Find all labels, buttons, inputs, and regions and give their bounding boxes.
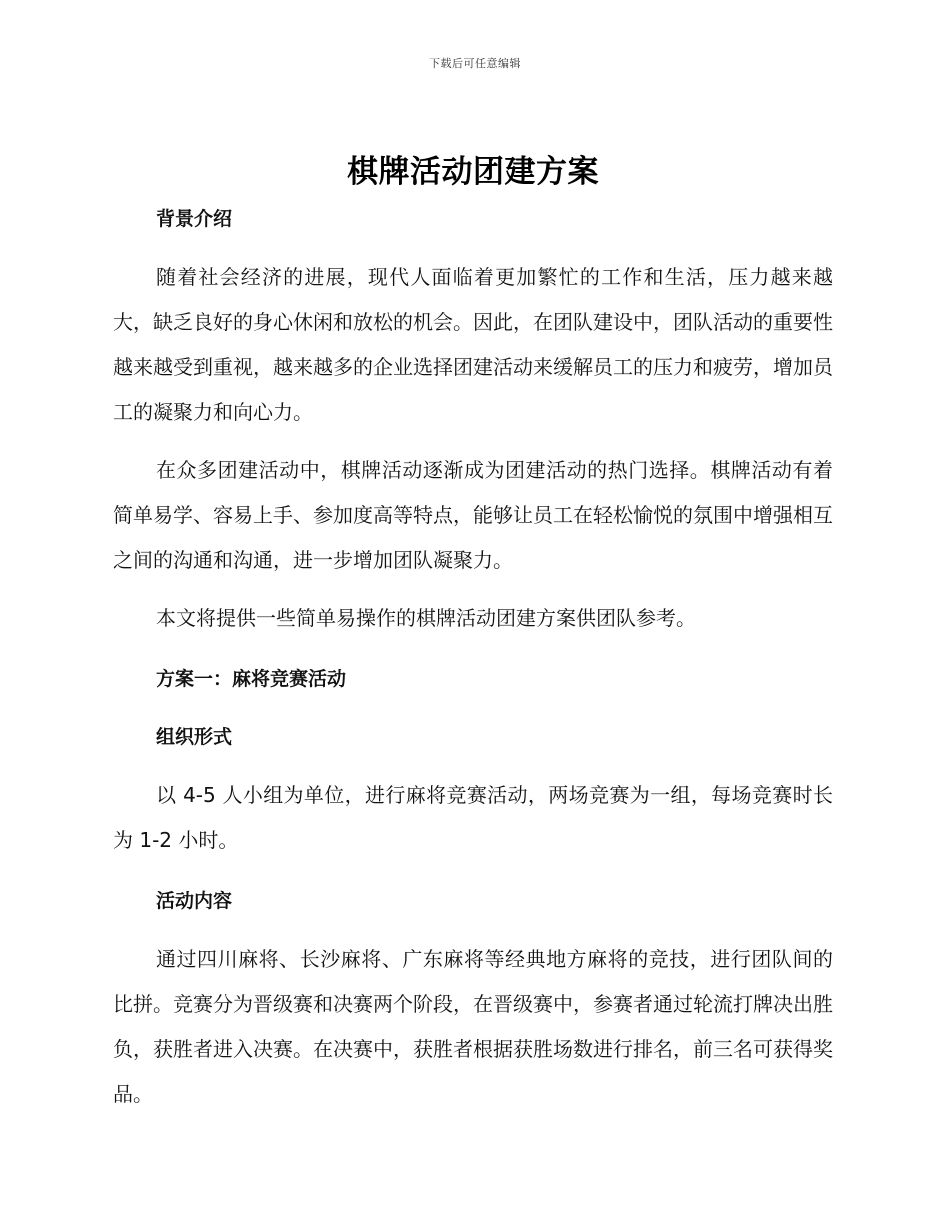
paragraph-background-3: 本文将提供一些简单易操作的棋牌活动团建方案供团队参考。 (156, 606, 696, 630)
subheading-organization: 组织形式 (156, 726, 233, 748)
subheading-activity-content: 活动内容 (156, 890, 233, 912)
paragraph-organization: 以 4-5 人小组为单位，进行麻将竞赛活动，两场竞赛为一组，每场竞赛时长为 1-2 小时。 (113, 783, 833, 852)
header-note: 下载后可任意编辑 (429, 57, 521, 70)
paragraph-activity-content: 通过四川麻将、长沙麻将、广东麻将等经典地方麻将的竞技，进行团队间的比拼。竞赛分为晋级赛和决赛两个阶段，在晋级赛中，参赛者通过轮流打牌决出胜负，获胜者进入决赛。在决赛中，获胜者根据获胜场数进行排名，前三名可获得奖品。 (113, 947, 833, 1106)
paragraph-background-2: 在众多团建活动中，棋牌活动逐渐成为团建活动的热门选择。棋牌活动有着简单易学、容易上手、参加度高等特点，能够让员工在轻松愉悦的氛围中增强相互之间的沟通和沟通，进一步增加团队凝聚力。 (113, 458, 833, 572)
document-title: 棋牌活动团建方案 (347, 154, 599, 190)
paragraph-background-1: 随着社会经济的进展，现代人面临着更加繁忙的工作和生活，压力越来越大，缺乏良好的身心休闲和放松的机会。因此，在团队建设中，团队活动的重要性越来越受到重视，越来越多的企业选择团建活动来缓解员工的压力和疲劳，增加员工的凝聚力和向心力。 (113, 265, 833, 424)
section-heading-plan-one: 方案一：麻将竞赛活动 (156, 668, 347, 690)
section-heading-background: 背景介绍 (156, 208, 233, 230)
document-body (113, 150, 833, 1117)
